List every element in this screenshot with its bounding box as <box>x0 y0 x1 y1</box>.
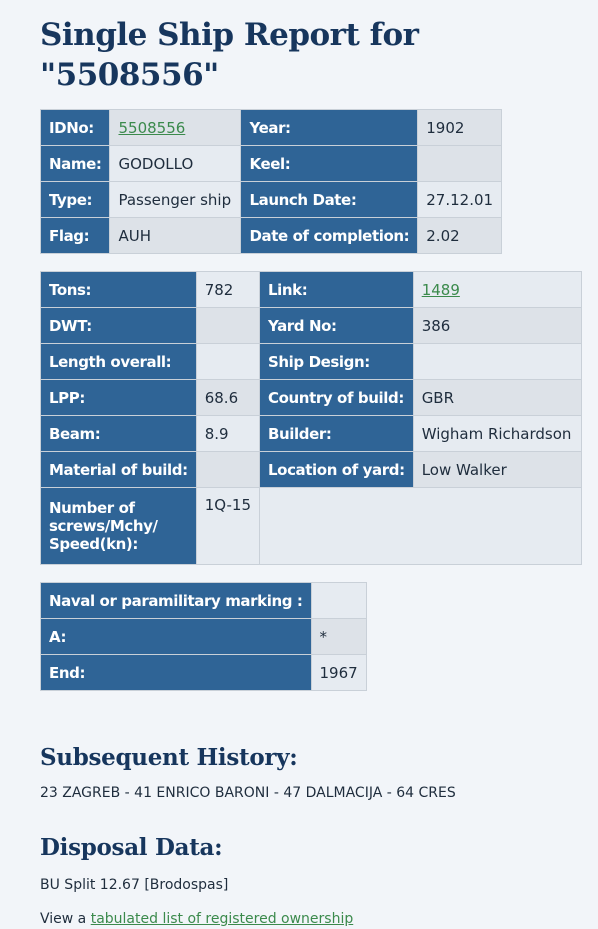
year-value: 1902 <box>418 110 502 146</box>
subsequent-history-text: 23 ZAGREB - 41 ENRICO BARONI - 47 DALMACIJA - 64 CRES <box>40 785 456 801</box>
location-of-yard-value: Low Walker <box>413 452 581 488</box>
launch-date-value: 27.12.01 <box>418 182 502 218</box>
beam-label: Beam: <box>41 416 197 452</box>
table-row <box>41 272 582 308</box>
ship-design-label: Ship Design: <box>260 344 414 380</box>
idno-value <box>110 110 241 146</box>
empty-cell <box>260 488 582 565</box>
table-row <box>41 488 582 565</box>
table-row <box>41 619 367 655</box>
table-row <box>41 380 582 416</box>
tons-value: 782 <box>196 272 259 308</box>
a-label: A: <box>41 619 312 655</box>
length-overall-value <box>196 344 259 380</box>
dwt-value <box>196 308 259 344</box>
dwt-label: DWT: <box>41 308 197 344</box>
idno-link[interactable]: 5508556 <box>118 118 186 137</box>
page-title: Single Ship Report for "5508556" <box>40 17 419 93</box>
yard-no-value: 386 <box>413 308 581 344</box>
material-of-build-label: Material of build: <box>41 452 197 488</box>
table-row <box>41 655 367 691</box>
location-of-yard-label: Location of yard: <box>260 452 414 488</box>
builder-value: Wigham Richardson <box>413 416 581 452</box>
country-of-build-value: GBR <box>413 380 581 416</box>
idno-label: IDNo: <box>41 110 110 146</box>
table-row <box>41 146 502 182</box>
flag-value: AUH <box>110 218 241 254</box>
type-label: Type: <box>41 182 110 218</box>
table-row <box>41 583 367 619</box>
material-of-build-value <box>196 452 259 488</box>
launch-date-label: Launch Date: <box>241 182 418 218</box>
table-row <box>41 344 582 380</box>
ownership-line <box>40 911 598 927</box>
type-value: Passenger ship <box>110 182 241 218</box>
disposal-data-text: BU Split 12.67 [Brodospas] <box>40 877 229 893</box>
flag-label: Flag: <box>41 218 110 254</box>
length-overall-label: Length overall: <box>41 344 197 380</box>
beam-value: 8.9 <box>196 416 259 452</box>
builder-label: Builder: <box>260 416 414 452</box>
completion-date-value: 2.02 <box>418 218 502 254</box>
naval-marking-label: Naval or paramilitary marking : <box>41 583 312 619</box>
ship-design-value <box>413 344 581 380</box>
keel-label: Keel: <box>241 146 418 182</box>
link-value <box>413 272 581 308</box>
lpp-value: 68.6 <box>196 380 259 416</box>
table-row <box>41 452 582 488</box>
a-value: * <box>311 619 366 655</box>
end-value: 1967 <box>311 655 366 691</box>
ownership-list-link[interactable]: tabulated list of registered ownership <box>90 911 354 927</box>
country-of-build-label: Country of build: <box>260 380 414 416</box>
table-row <box>41 416 582 452</box>
keel-value <box>418 146 502 182</box>
link-value-link[interactable]: 1489 <box>421 280 460 299</box>
disposal-data-heading: Disposal Data: <box>40 834 223 861</box>
completion-date-label: Date of completion: <box>241 218 418 254</box>
screws-mchy-speed-value: 1Q-15 <box>196 488 259 565</box>
ship-dimensions-table <box>40 271 582 565</box>
ownership-prefix: View a <box>40 911 91 927</box>
table-row <box>41 182 502 218</box>
marking-table <box>40 582 367 691</box>
ship-basic-table <box>40 109 502 254</box>
link-label: Link: <box>260 272 414 308</box>
yard-no-label: Yard No: <box>260 308 414 344</box>
end-label: End: <box>41 655 312 691</box>
year-label: Year: <box>241 110 418 146</box>
table-row <box>41 218 502 254</box>
lpp-label: LPP: <box>41 380 197 416</box>
name-value: GODOLLO <box>110 146 241 182</box>
tons-label: Tons: <box>41 272 197 308</box>
table-row <box>41 308 582 344</box>
subsequent-history-heading: Subsequent History: <box>40 744 298 771</box>
name-label: Name: <box>41 146 110 182</box>
naval-marking-value <box>311 583 366 619</box>
table-row <box>41 110 502 146</box>
screws-mchy-speed-label: Number of screws/Mchy/ Speed(kn): <box>41 488 197 565</box>
